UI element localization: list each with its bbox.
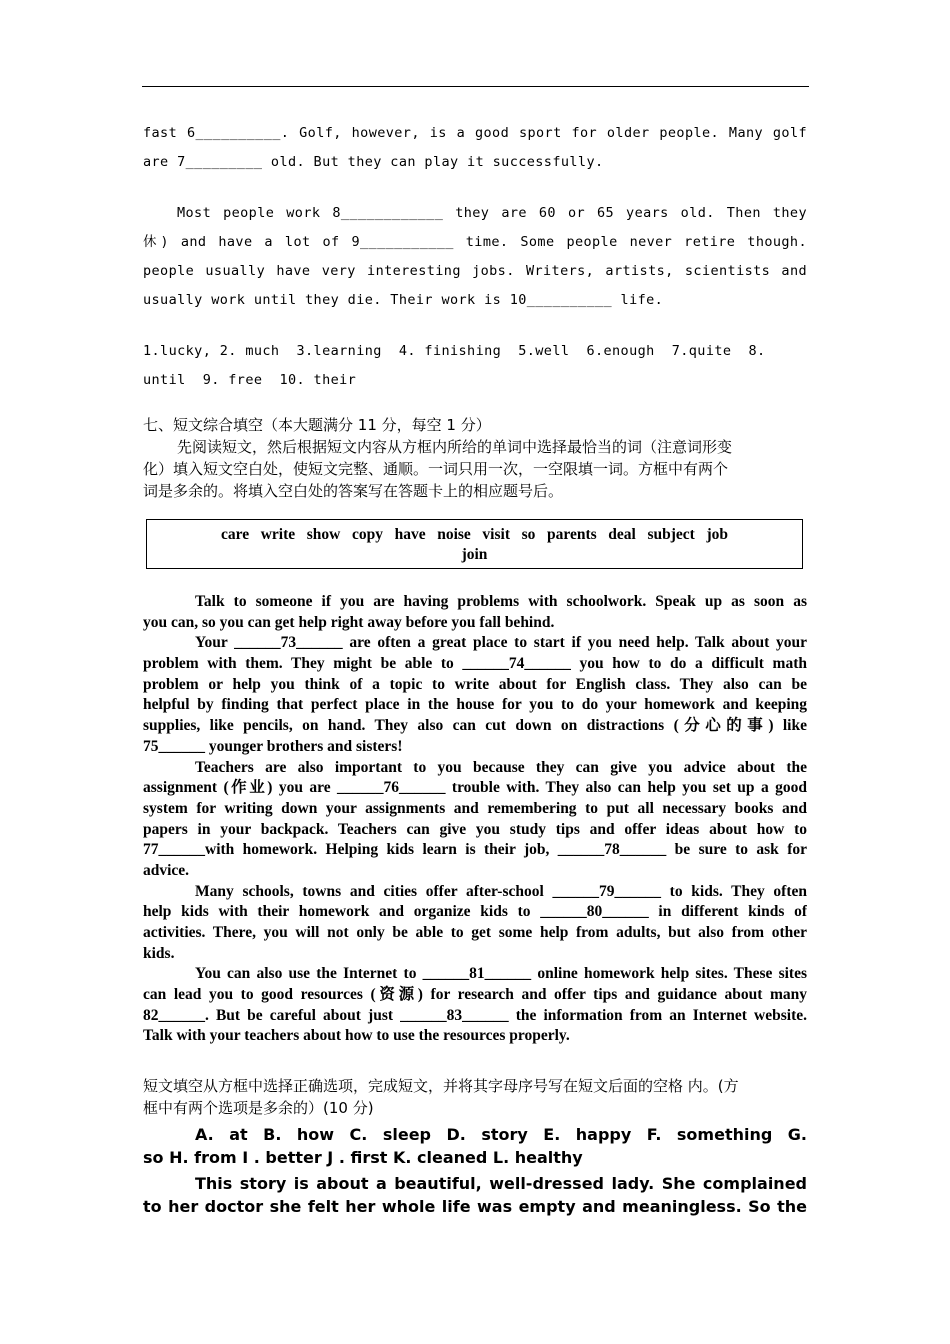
passage-line: You can also use the Internet to ______81______ online homework help sites. These sites bbox=[195, 965, 807, 983]
passage-line: problem with them. They might be able to ______74______ you how to do a difficult math bbox=[143, 655, 807, 673]
section-title: 七、短文综合填空（本大题满分 11 分，每空 1 分） bbox=[143, 416, 491, 434]
options-list bbox=[143, 1124, 807, 1169]
top-passage bbox=[143, 119, 807, 395]
cloze-passage bbox=[143, 592, 807, 1047]
text-line: usually work until they die. Their work is 10__________ life. bbox=[143, 292, 664, 308]
section7-heading-block bbox=[143, 414, 807, 502]
story-passage bbox=[143, 1173, 807, 1218]
instruction-line: 词是多余的。将填入空白处的答案写在答题卡上的相应题号后。 bbox=[143, 482, 564, 500]
instruction-line: 短文填空从方框中选择正确选项，完成短文，并将其字母序号写在短文后面的空格 内。(方 bbox=[143, 1077, 739, 1095]
passage-line: can lead you to good resources (资源) for research and offer tips and guidance about many bbox=[143, 986, 807, 1004]
answer-key-line: until 9. free 10. their bbox=[143, 372, 357, 388]
text-line: are 7_________ old. But they can play it successfully. bbox=[143, 154, 604, 170]
text-line: Most people work 8____________ they are 60 or 65 years old. Then they bbox=[177, 205, 807, 221]
section8-instructions bbox=[143, 1075, 807, 1119]
passage-line: Talk with your teachers about how to use the resources properly. bbox=[143, 1027, 570, 1045]
passage-line: 75______ younger brothers and sisters! bbox=[143, 737, 403, 755]
passage-line: kids. bbox=[143, 944, 175, 962]
passage-line: papers in your backpack. Teachers can give you study tips and offer ideas about how to bbox=[143, 820, 807, 838]
passage-line: problem or help you think of a topic to write about for English class. They also can be bbox=[143, 675, 807, 693]
story-line: This story is about a beautiful, well-dressed lady. She complained bbox=[195, 1174, 807, 1193]
text-line: fast 6__________. Golf, however, is a good sport for older people. Many golf bbox=[143, 125, 807, 141]
passage-line: Teachers are also important to you because they can give you advice about the bbox=[195, 758, 807, 776]
passage-line: Many schools, towns and cities offer after-school ______79______ to kids. They often bbox=[195, 882, 807, 900]
passage-line: supplies, like pencils, on hand. They also can cut down on distractions (分心的事) like bbox=[143, 717, 807, 735]
text-line bbox=[143, 315, 807, 337]
passage-line: helpful by finding that perfect place in the house for you to do your homework and keeping bbox=[143, 696, 807, 714]
header-rule bbox=[142, 86, 809, 87]
passage-line: assignment (作业) you are ______76______ trouble with. They also can help you set up a good bbox=[143, 779, 807, 797]
passage-line: help kids with their homework and organize kids to ______80______ in different kinds of bbox=[143, 903, 807, 921]
answer-key-line: 1.lucky, 2. much 3.learning 4. finishing 5.well 6.enough 7.quite 8. bbox=[143, 343, 766, 359]
passage-line: activities. There, you will not only be able to get some help from adults, but also from other bbox=[143, 924, 807, 941]
text-line: 休) and have a lot of 9___________ time. Some people never retire though. bbox=[143, 234, 807, 250]
text-line: people usually have very interesting jobs. Writers, artists, scientists and bbox=[143, 263, 807, 279]
passage-line: Talk to someone if you are having problems with schoolwork. Speak up as soon as bbox=[195, 593, 807, 610]
passage-line: system for writing down your assignments and remembering to put all necessary books and bbox=[143, 799, 807, 817]
word-box bbox=[146, 519, 803, 569]
word-box-line: care write show copy have noise visit so parents deal subject job bbox=[220, 526, 729, 543]
story-line: to her doctor she felt her whole life was empty and meaningless. So the bbox=[143, 1196, 807, 1216]
passage-line: 82______. But be careful about just ______83______ the information from an Internet website. bbox=[143, 1006, 807, 1024]
word-box-line: join bbox=[461, 546, 488, 563]
instruction-line: 化）填入短文空白处，使短文完整、通顺。一词只用一次，一空限填一词。方框中有两个 bbox=[143, 460, 729, 478]
text-line bbox=[143, 177, 807, 199]
instruction-line: 框中有两个选项是多余的）(10 分) bbox=[143, 1099, 374, 1117]
passage-line: you can, so you can get help right away before you fall behind. bbox=[143, 613, 555, 631]
option-line: so H. from I . better J . first K. cleaned L. healthy bbox=[143, 1147, 583, 1167]
passage-line: Your ______73______ are often a great place to start if you need help. Talk about your bbox=[195, 634, 807, 652]
option-line: A. at B. how C. sleep D. story E. happy F. something G. bbox=[195, 1125, 807, 1144]
passage-line: advice. bbox=[143, 861, 190, 879]
instruction-line: 先阅读短文，然后根据短文内容从方框内所给的单词中选择最恰当的词（注意词形变 bbox=[177, 438, 733, 456]
passage-line: 77______with homework. Helping kids learn is their job, ______78______ be sure to ask for bbox=[143, 841, 807, 859]
